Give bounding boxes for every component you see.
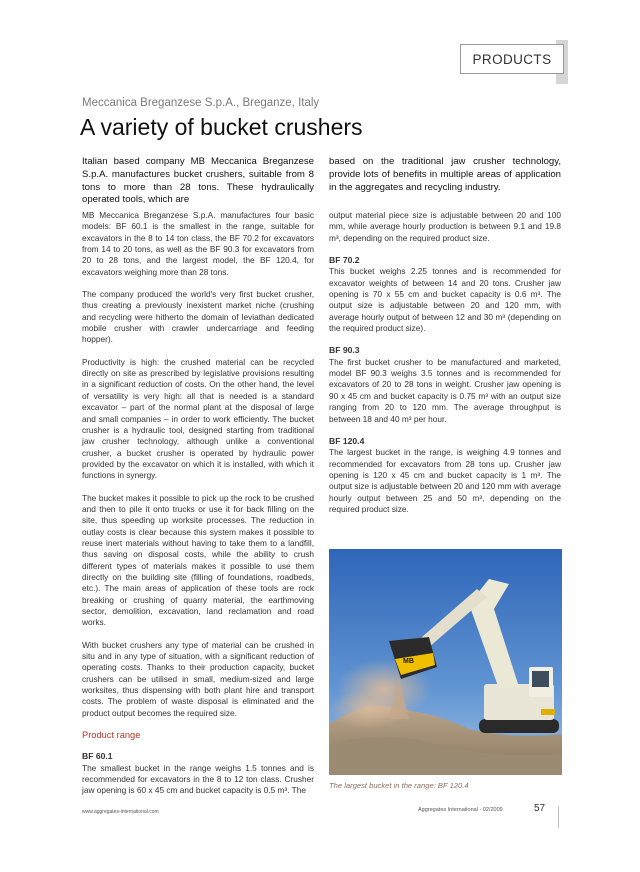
body-column-left bbox=[82, 210, 314, 808]
body-column-right bbox=[329, 210, 561, 526]
body-paragraph: output material piece size is adjustable between 20 and 100 mm, while average hourly production is between 9.1 and 19.8 m³, depending on the required product size. bbox=[329, 210, 561, 243]
crusher-label: MB bbox=[403, 658, 414, 665]
model-body-bf90: The first bucket crusher to be manufactured and marketed, model BF 90.3 weighs 3.5 tonnes and is recommended for excavators of 20 to 28 tons in weight. Crusher jaw opening is 90 x 45 cm and bucket capacity is 0.75 m³ with an output size ranging from 20 to 120 mm. The average throughput is between 18 and 40 m³ per hour. bbox=[329, 356, 561, 424]
page-number: 57 bbox=[534, 803, 546, 814]
body-paragraph: The bucket makes it possible to pick up the rock to be crushed and then to pile it onto trucks or use it for back filling on the site, thus speeding up worksite processes. The reduction in outlay costs is clear because this system makes it possible to reuse inert materials without having to take them to a landfill, thus saving on disposal costs, while the ability to crush different types of materials makes it possible to use them directly on the building site (filling of foundations, roadbeds, etc.). The main areas of application of these tools are rock breaking or crushing of quarry material, the earthmoving sector, demolition, excavation, land reclamation and road works. bbox=[82, 492, 314, 628]
footer-url: www.aggregates-international.com bbox=[82, 809, 159, 815]
model-body-bf60: The smallest bucket in the range weighs 1.5 tonnes and is recommended for excavators in the 8 to 12 ton class. Crusher jaw opening is 60 x 45 cm and bucket capacity is 0.5 m³. The bbox=[82, 762, 314, 796]
model-title-bf120: BF 120.4 bbox=[329, 435, 365, 446]
product-range-heading: Product range bbox=[82, 730, 141, 741]
body-paragraph: With bucket crushers any type of material can be crushed in situ and in any type of situation, with a significant reduction of operating costs. Thanks to their production capacity, bucket crushers can be utilised in small, medium-sized and large worksites, thus dispensing with both plant hire and transport costs. The problem of waste disposal is eliminated and the product output becomes the required size. bbox=[82, 639, 314, 718]
article-kicker: Meccanica Breganzese S.p.A., Breganze, Italy bbox=[82, 97, 320, 109]
lead-paragraph-part1: Italian based company MB Meccanica Breganzese S.p.A. manufactures bucket crushers, suitable from 8 tons to more than 28 tons. These hydraulically operated tools, which are bbox=[82, 156, 314, 206]
body-paragraph: The company produced the world's very first bucket crusher, thus creating a previously inexistent market niche (crushing and recycling were hitherto the domain of leviathan dedicated mobile crusher with crawler undercarriage and feeding hopper). bbox=[82, 289, 314, 345]
excavator-photo bbox=[329, 549, 562, 775]
model-title-bf70: BF 70.2 bbox=[329, 255, 360, 266]
excavator-illustration bbox=[329, 549, 562, 775]
article-title: A variety of bucket crushers bbox=[80, 114, 363, 140]
model-title-bf60: BF 60.1 bbox=[82, 751, 113, 762]
section-tag: PRODUCTS bbox=[460, 44, 564, 74]
model-body-bf70: This bucket weighs 2.25 tonnes and is recommended for excavator weights of between 14 and 20 tons. Crusher jaw opening is 70 x 55 cm and bucket capacity is 0.6 m³. The output size is adjustable between 20 and 120 mm, with average hourly output of between 12 and 30 m³ (depending on the required product size). bbox=[329, 266, 561, 334]
body-paragraph: Productivity is high: the crushed material can be recycled directly on site as prescribed by legislative provisions resulting in a significant reduction of costs. On the other hand, the level of versatility is very high: all that is needed is a standard excavator – part of the normal plant at the disposal of large and small companies – in order to work efficiently. The bucket crusher is a hydraulic tool, designed starting from traditional jaw crusher technology, although unlike a conventional crusher, a bucket crusher is operated by hydraulic power provided by the excavator on which it is installed, with which it functions in synergy. bbox=[82, 356, 314, 481]
body-paragraph: MB Meccanica Breganzese S.p.A. manufactures four basic models: BF 60.1 is the smallest in the range, suitable for excavators in the 8 to 14 ton class, the BF 70.2 for excavators from 14 to 20 tons, as well as the BF 90.3 for excavators from 20 to 28 tons, and the largest model, the BF 120.4, for excavators weighing more than 28 tons. bbox=[82, 210, 314, 277]
model-title-bf90: BF 90.3 bbox=[329, 345, 360, 356]
footer-magazine: Aggregates International · 02/2009 bbox=[418, 807, 503, 813]
model-body-bf120: The largest bucket in the range, is weighing 4.9 tonnes and recommended for excavators from 28 tons up. Crusher jaw opening is 120 x 45 cm and bucket capacity is 1 m³. The output size is adjustable between 20 and 120 mm with average hourly output between 25 and 50 m³, depending on the required product size. bbox=[329, 447, 561, 514]
footer-divider bbox=[558, 806, 559, 828]
lead-paragraph-part2: based on the traditional jaw crusher technology, provide lots of benefits in multiple areas of application in the aggregates and recycling industry. bbox=[329, 156, 561, 193]
photo-caption: The largest bucket in the range: BF 120.4 bbox=[329, 781, 469, 790]
